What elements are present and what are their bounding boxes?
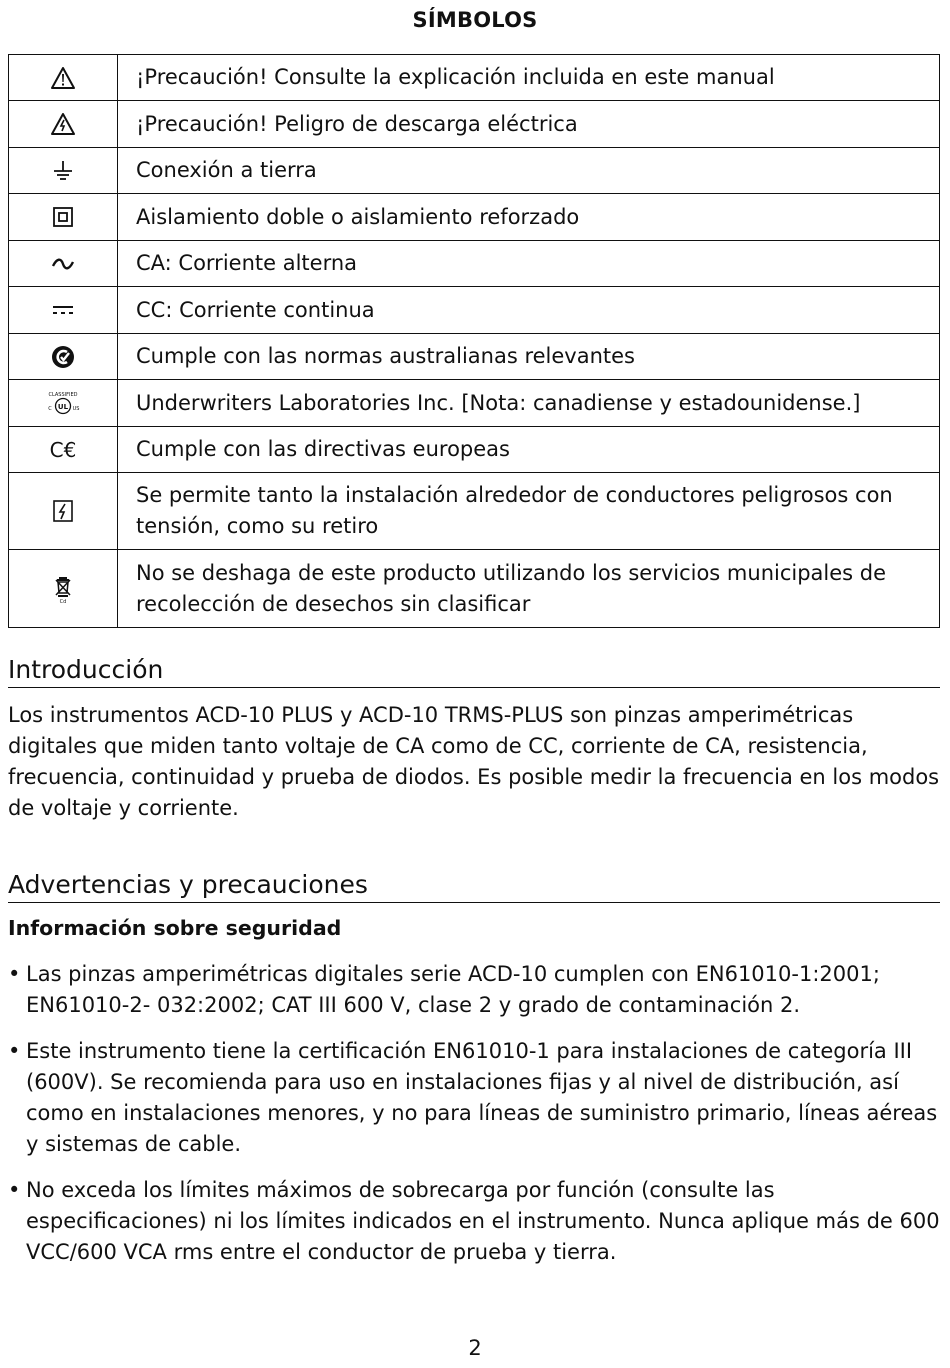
ul-center-text: UL <box>57 403 69 411</box>
symbol-description: ¡Precaución! Consulte la explicación incluida en este manual <box>118 55 940 101</box>
symbols-title: SÍMBOLOS <box>412 8 538 32</box>
symbol-description: CA: Corriente alterna <box>118 241 940 287</box>
symbol-row <box>9 101 940 148</box>
list-item <box>8 1175 940 1268</box>
bullet-marker: • <box>8 1178 21 1202</box>
safety-info-subheading: Información sobre seguridad <box>8 916 342 940</box>
page-number: 2 <box>468 1336 482 1360</box>
symbol-description: Conexión a tierra <box>118 148 940 194</box>
symbol-row <box>9 194 940 241</box>
list-item <box>8 1036 940 1160</box>
bullet-text: Las pinzas amperimétricas digitales serie ACD-10 cumplen con EN61010-1:2001; EN61010-2- 032:2002; CAT III 600 V, clase 2 y grado de contaminación 2. <box>26 962 880 1017</box>
bullet-marker: • <box>8 1039 21 1063</box>
ul-classified-text: CLASSIFIED <box>48 392 78 398</box>
symbol-description: ¡Precaución! Peligro de descarga eléctrica <box>118 101 940 148</box>
weee-sub-text: Cd <box>59 598 67 604</box>
bullet-marker: • <box>8 962 21 986</box>
ul-right-text: US <box>72 406 80 412</box>
symbol-row <box>9 241 940 287</box>
ac-icon <box>51 257 75 271</box>
bullet-text: No exceda los límites máximos de sobrecarga por función (consulte las especificaciones) ni los límites indicados en el instrumento. Nunca aplique más de 600 VCC/600 VCA rms entre el conductor de prueba y tierra. <box>26 1178 940 1264</box>
symbol-description: Cumple con las directivas europeas <box>118 427 940 473</box>
safety-bullet-list <box>8 959 940 1283</box>
symbol-row <box>9 473 940 550</box>
symbol-description: Underwriters Laboratories Inc. [Nota: canadiense y estadounidense.] <box>118 380 940 427</box>
introduction-paragraph: Los instrumentos ACD-10 PLUS y ACD-10 TRMS-PLUS son pinzas amperimétricas digitales que miden tanto voltaje de CA como de CC, corriente de CA, resistencia, frecuencia, continuidad y prueba de diodos. Es posible medir la frecuencia en los modos de voltaje y corriente. <box>8 703 940 820</box>
symbols-table <box>8 54 940 628</box>
symbol-row <box>9 287 940 334</box>
list-item <box>8 959 940 1021</box>
double-insulation-icon <box>52 206 74 228</box>
ground-icon <box>51 159 75 183</box>
weee-bin-icon <box>53 574 73 604</box>
symbol-description: CC: Corriente continua <box>118 287 940 334</box>
ce-mark-text: C€ <box>49 437 77 462</box>
hazardous-live-icon <box>52 499 74 523</box>
symbol-description: No se deshaga de este producto utilizando los servicios municipales de recolección de desechos sin clasificar <box>118 550 940 628</box>
symbol-description: Aislamiento doble o aislamiento reforzado <box>118 194 940 241</box>
warnings-heading: Advertencias y precauciones <box>8 870 940 903</box>
symbol-row <box>9 148 940 194</box>
warning-triangle-icon <box>50 66 76 90</box>
symbol-description: Cumple con las normas australianas relevantes <box>118 334 940 380</box>
symbol-row <box>9 380 940 427</box>
ce-mark-icon <box>47 438 79 462</box>
ul-classified-icon <box>45 389 81 417</box>
electric-shock-icon <box>50 112 76 136</box>
c-tick-icon <box>51 345 75 369</box>
symbol-row <box>9 334 940 380</box>
symbol-row <box>9 550 940 628</box>
introduction-heading: Introducción <box>8 655 940 688</box>
bullet-text: Este instrumento tiene la certificación EN61010-1 para instalaciones de categoría III (600V). Se recomienda para uso en instalaciones fijas y al nivel de distribución, así como en instalaciones menores, y no para líneas de suministro primario, líneas aéreas y sistemas de cable. <box>26 1039 938 1156</box>
symbol-description: Se permite tanto la instalación alrededor de conductores peligrosos con tensión, como su retiro <box>118 473 940 550</box>
dc-icon <box>51 304 75 316</box>
ul-left-text: C <box>48 406 52 412</box>
symbol-row <box>9 55 940 101</box>
symbol-row <box>9 427 940 473</box>
